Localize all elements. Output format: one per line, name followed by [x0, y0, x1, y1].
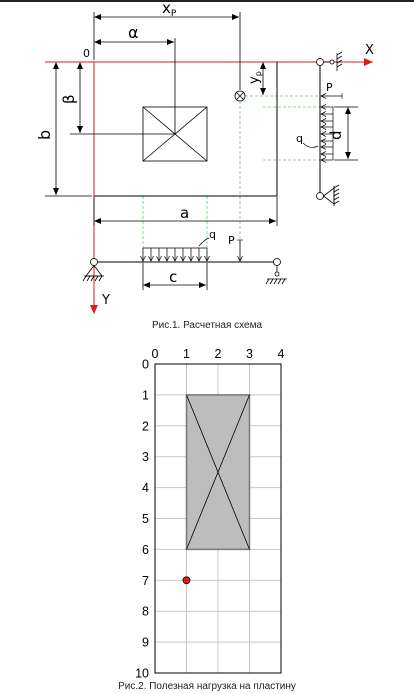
x-axis-label: X — [365, 43, 374, 58]
y-tick-label: 4 — [142, 481, 149, 496]
yp-label: $y_p$ — [247, 71, 263, 84]
xp-label: $x_P$ — [162, 0, 177, 19]
plot-grid — [155, 364, 281, 673]
b-label: b — [35, 129, 54, 140]
load-area-rect — [187, 395, 250, 550]
load-area-diagonal-1 — [187, 395, 250, 550]
y-tick-label: 3 — [142, 450, 149, 465]
x-tick-label: 4 — [277, 347, 285, 361]
figure-1-caption: Рис.1. Расчетная схема — [151, 320, 263, 330]
y-tick-label: 1 — [142, 388, 149, 403]
y-axis-label: Y — [102, 293, 110, 308]
load-area-diagonal-2 — [187, 395, 250, 550]
y-tick-label: 5 — [142, 512, 149, 526]
x-tick-label: 1 — [183, 347, 190, 361]
point-p-symbol — [235, 91, 245, 101]
point-load-marker — [183, 577, 190, 584]
y-tick-label: 6 — [142, 542, 149, 557]
p-right-label: P — [326, 81, 333, 94]
q-bottom-label: q — [209, 228, 216, 241]
plot-ticks — [135, 347, 284, 681]
y-tick-label: 0 — [142, 357, 149, 372]
y-tick-label: 9 — [142, 635, 149, 650]
q-right-label: q — [296, 132, 303, 145]
y-tick-label: 10 — [135, 666, 149, 681]
y-tick-label: 7 — [142, 573, 149, 588]
x-tick-label: 0 — [151, 347, 159, 361]
origin-label: 0 — [83, 47, 90, 60]
plot-load-area — [183, 395, 250, 584]
figure-2-caption: Рис.2. Полезная нагрузка на пластину — [118, 681, 296, 692]
d-label: d — [327, 130, 345, 140]
plot-frame — [155, 364, 281, 673]
design-scheme — [0, 0, 414, 330]
alpha-label: α — [128, 23, 139, 42]
bottom-distributed-load — [143, 238, 209, 261]
y-tick-label: 8 — [142, 604, 149, 619]
p-bottom-label: P — [228, 234, 235, 247]
a-label: a — [180, 204, 190, 222]
beta-label: β — [60, 94, 78, 104]
x-tick-label: 2 — [214, 347, 222, 361]
c-label: c — [169, 268, 178, 286]
x-tick-label: 3 — [246, 347, 253, 361]
y-tick-label: 2 — [142, 419, 149, 434]
